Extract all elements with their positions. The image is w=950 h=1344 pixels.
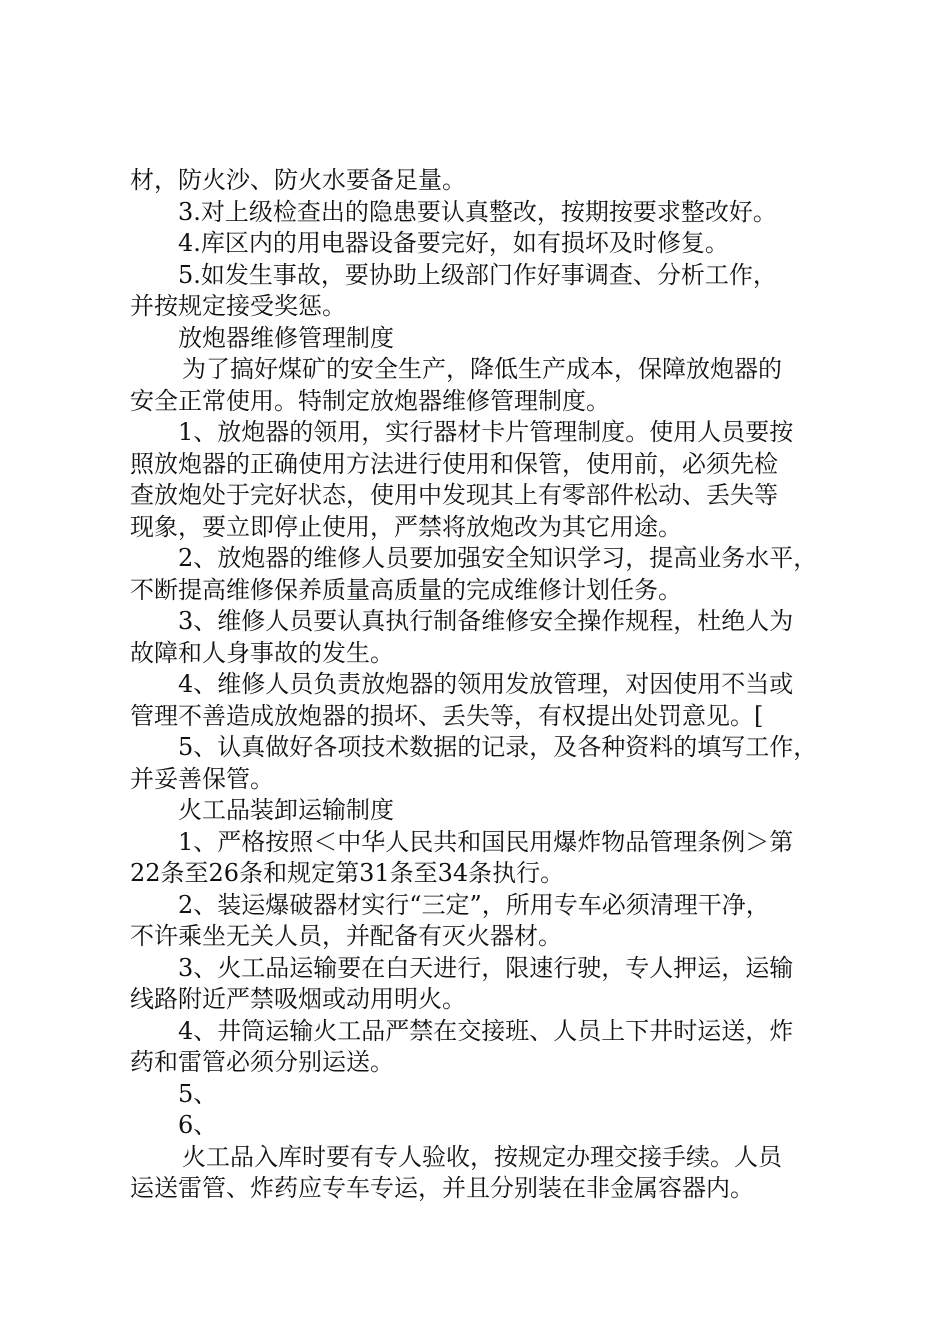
text-line: 3、维修人员要认真执行制备维修安全操作规程，杜绝人为 xyxy=(178,607,794,635)
document-page xyxy=(130,165,830,1205)
text-line: 管理不善造成放炮器的损坏、丢失等，有权提出处罚意见。[ xyxy=(130,701,764,730)
text-line: 2、装运爆破器材实行“三定”，所用专车必须清理干净， xyxy=(178,890,770,919)
text-line: 1、放炮器的领用，实行器材卡片管理制度。使用人员要按 xyxy=(178,418,794,446)
text-line: 1、严格按照＜中华人民共和国民用爆炸物品管理条例＞第 xyxy=(178,827,794,856)
text-line: 22条至26条和规定第31条至34条执行。 xyxy=(130,859,565,887)
text-line: 并妥善保管。 xyxy=(130,764,274,793)
text-line: 2、放炮器的维修人员要加强安全知识学习，提高业务水平， xyxy=(178,544,818,572)
text-line: 不断提高维修保养质量高质量的完成维修计划任务。 xyxy=(130,575,682,604)
text-line: 照放炮器的正确使用方法进行使用和保管，使用前，必须先检 xyxy=(130,449,778,478)
text-line: 不许乘坐无关人员，并配备有灭火器材。 xyxy=(130,922,562,950)
text-line: 并按规定接受奖惩。 xyxy=(130,292,346,320)
text-line: 材，防火沙、防火水要备足量。 xyxy=(130,166,466,194)
text-line: 5、 xyxy=(178,1079,218,1108)
section-heading: 放炮器维修管理制度 xyxy=(178,323,394,352)
text-line: 现象，要立即停止使用，严禁将放炮改为其它用途。 xyxy=(130,512,682,541)
text-line: 线路附近严禁吸烟或动用明火。 xyxy=(130,985,466,1013)
text-line: 3、火工品运输要在白天进行，限速行驶，专人押运，运输 xyxy=(178,953,794,982)
text-line: 4、井筒运输火工品严禁在交接班、人员上下井时运送，炸 xyxy=(178,1016,794,1045)
text-line: 6、 xyxy=(178,1111,218,1139)
section-heading: 火工品装卸运输制度 xyxy=(178,796,394,824)
text-line: 4、维修人员负责放炮器的领用发放管理，对因使用不当或 xyxy=(178,670,794,698)
text-line: 运送雷管、炸药应专车专运，并且分别装在非金属容器内。 xyxy=(130,1174,754,1202)
text-line: 5.如发生事故，要协助上级部门作好事调查、分析工作， xyxy=(178,260,777,289)
text-line: 火工品入库时要有专人验收，按规定办理交接手续。人员 xyxy=(182,1142,782,1171)
text-line: 5、认真做好各项技术数据的记录，及各种资料的填写工作， xyxy=(178,733,818,761)
text-line: 3.对上级检查出的隐患要认真整改，按期按要求整改好。 xyxy=(178,197,777,226)
text-line: 4.库区内的用电器设备要完好，如有损坏及时修复。 xyxy=(178,229,729,257)
text-line: 药和雷管必须分别运送。 xyxy=(130,1048,394,1076)
text-line: 故障和人身事故的发生。 xyxy=(130,638,394,667)
text-line: 查放炮处于完好状态，使用中发现其上有零部件松动、丢失等 xyxy=(130,481,778,509)
text-line: 为了搞好煤矿的安全生产，降低生产成本，保障放炮器的 xyxy=(182,355,782,383)
text-line: 安全正常使用。特制定放炮器维修管理制度。 xyxy=(130,386,610,415)
